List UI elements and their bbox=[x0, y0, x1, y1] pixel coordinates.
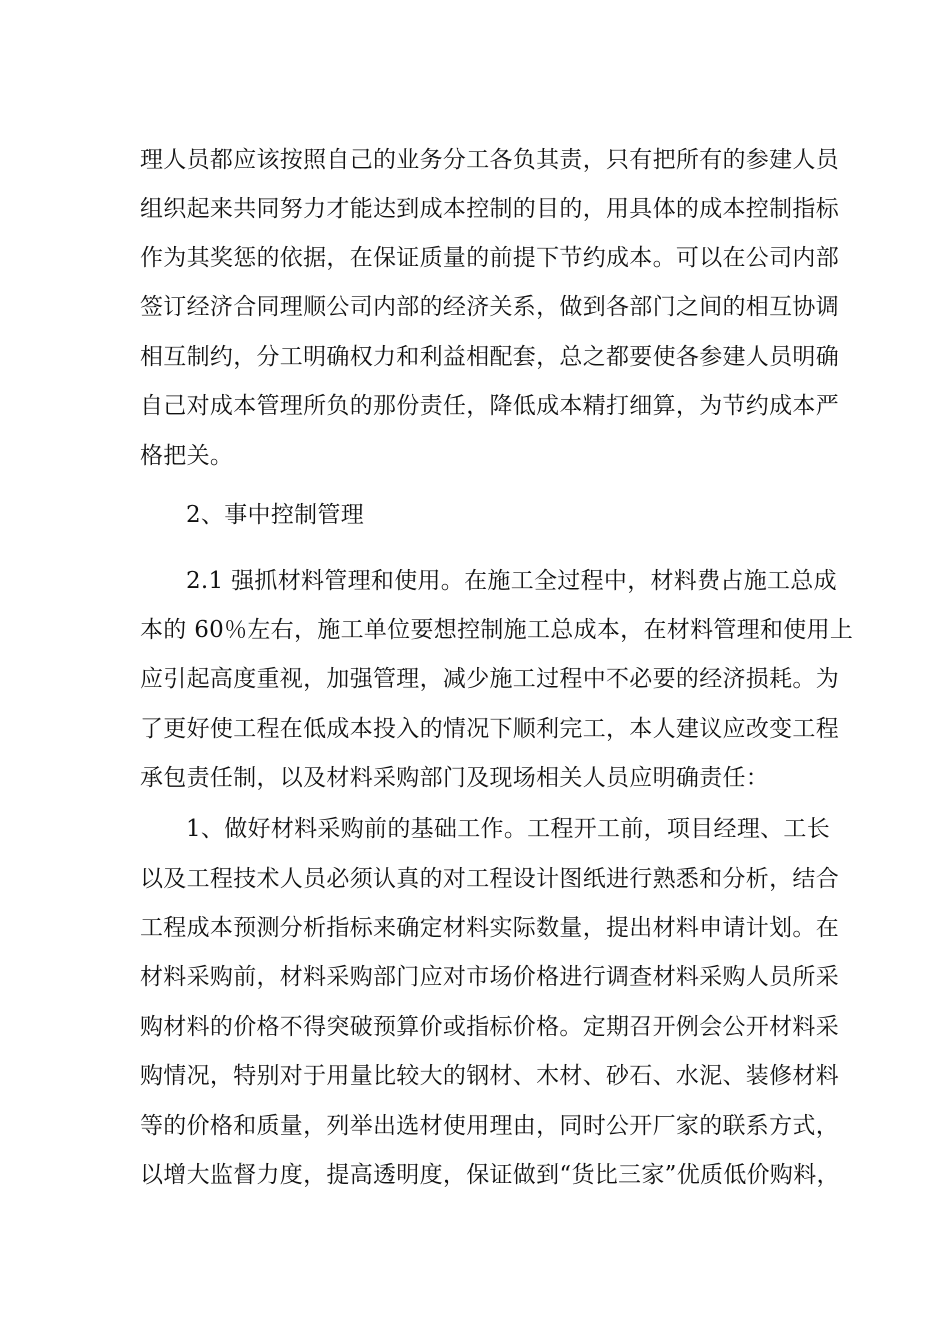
text-line: 相互制约，分工明确权力和利益相配套，总之都要使各参建人员明确 bbox=[140, 344, 839, 370]
text-line: 自己对成本管理所负的那份责任，降低成本精打细算，为节约成本严 bbox=[140, 393, 839, 419]
text-line: 以及工程技术人员必须认真的对工程设计图纸进行熟悉和分析，结合 bbox=[140, 866, 839, 892]
text-line: 理人员都应该按照自己的业务分工各负其责，只有把所有的参建人员 bbox=[140, 147, 839, 173]
text-line: 应引起高度重视，加强管理，减少施工过程中不必要的经济损耗。为 bbox=[140, 666, 839, 692]
text-line: 组织起来共同努力才能达到成本控制的目的，用具体的成本控制指标 bbox=[140, 196, 839, 222]
text-line: 承包责任制，以及材料采购部门及现场相关人员应明确责任： bbox=[140, 765, 770, 791]
text-line: 作为其奖惩的依据，在保证质量的前提下节约成本。可以在公司内部 bbox=[140, 245, 839, 271]
text-line: 等的价格和质量，列举出选材使用理由，同时公开厂家的联系方式， bbox=[140, 1113, 839, 1139]
text-line: 本的 60％左右，施工单位要想控制施工总成本，在材料管理和使用上 bbox=[140, 617, 854, 643]
text-line: 工程成本预测分析指标来确定材料实际数量，提出材料申请计划。在 bbox=[140, 915, 839, 941]
text-line: 2.1 强抓材料管理和使用。在施工全过程中，材料费占施工总成 bbox=[186, 568, 837, 594]
text-line: 以增大监督力度，提高透明度，保证做到“货比三家”优质低价购料， bbox=[140, 1162, 840, 1188]
section-heading: 2、事中控制管理 bbox=[186, 502, 365, 528]
text-line: 了更好使工程在低成本投入的情况下顺利完工，本人建议应改变工程 bbox=[140, 716, 839, 742]
text-line: 购情况，特别对于用量比较大的钢材、木材、砂石、水泥、装修材料 bbox=[140, 1063, 839, 1089]
text-line: 1、做好材料采购前的基础工作。工程开工前，项目经理、工长 bbox=[186, 816, 831, 842]
text-line: 格把关。 bbox=[140, 443, 234, 469]
text-line: 购材料的价格不得突破预算价或指标价格。定期召开例会公开材料采 bbox=[140, 1014, 839, 1040]
text-line: 材料采购前，材料采购部门应对市场价格进行调查材料采购人员所采 bbox=[140, 964, 839, 990]
text-line: 签订经济合同理顺公司内部的经济关系，做到各部门之间的相互协调 bbox=[140, 294, 839, 320]
